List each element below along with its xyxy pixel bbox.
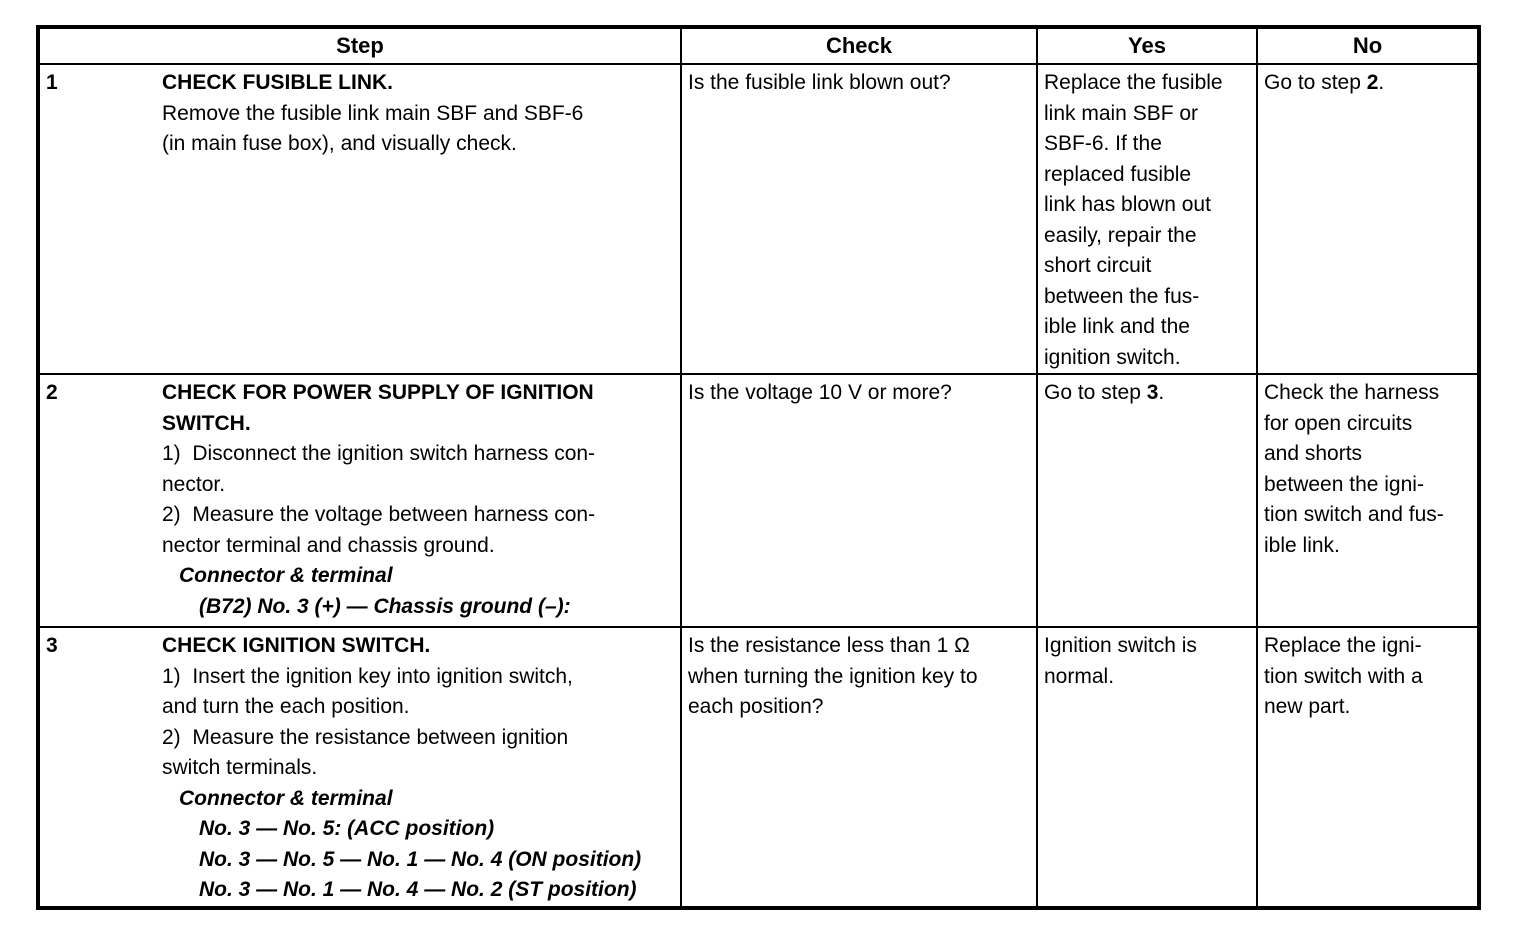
text-line	[1044, 221, 1252, 252]
text-line	[179, 561, 680, 592]
text-segment: Is the resistance less than 1 Ω	[688, 634, 970, 657]
text-segment: each position?	[688, 695, 824, 718]
text-line	[1044, 68, 1252, 99]
step-cell	[38, 64, 681, 374]
yes-cell	[1037, 374, 1257, 627]
text-line	[162, 753, 680, 784]
text-segment: Go to step	[1264, 71, 1367, 94]
check-cell	[681, 64, 1037, 374]
text-line	[199, 875, 680, 906]
yes-cell-content	[1038, 375, 1256, 409]
diagnostic-procedure-table	[36, 25, 1481, 910]
text-segment: new part.	[1264, 695, 1351, 718]
text-line	[1044, 312, 1252, 343]
text-line	[162, 662, 680, 693]
table-row	[38, 64, 1479, 374]
text-line	[688, 631, 1032, 662]
text-segment: switch terminals.	[162, 756, 318, 779]
text-segment: link has blown out	[1044, 193, 1211, 216]
column-header-yes: Yes	[1037, 27, 1257, 64]
text-segment: .	[1378, 71, 1385, 94]
text-line	[688, 662, 1032, 693]
check-cell	[681, 627, 1037, 908]
text-line	[1264, 500, 1473, 531]
step-cell	[38, 374, 681, 627]
check-cell	[681, 374, 1037, 627]
column-header-no: No	[1257, 27, 1479, 64]
step-description	[162, 628, 680, 906]
text-line	[1044, 662, 1252, 693]
text-segment: SBF-6. If the	[1044, 132, 1162, 155]
text-segment: ible link.	[1264, 533, 1340, 557]
table-header	[38, 27, 1479, 64]
text-segment: Is the fusible link blown out?	[688, 71, 951, 94]
text-line	[162, 692, 680, 723]
text-segment: short circuit	[1044, 254, 1152, 277]
text-segment: Go to step	[1044, 381, 1147, 404]
text-segment: for open circuits	[1264, 411, 1413, 435]
text-line	[1264, 409, 1473, 440]
text-segment: 2	[1366, 71, 1379, 94]
text-segment: ible link and the	[1044, 315, 1190, 338]
text-line	[199, 814, 680, 845]
check-cell-content	[682, 628, 1036, 723]
no-cell	[1257, 374, 1479, 627]
text-line	[162, 99, 680, 130]
text-segment: link main SBF or	[1044, 101, 1199, 125]
table-row	[38, 627, 1479, 908]
text-segment: between the fus-	[1044, 284, 1200, 308]
step-cell-layout	[40, 65, 680, 160]
text-segment: tion switch with a	[1264, 664, 1423, 688]
text-segment: Remove the fusible link main SBF and SBF-6	[162, 101, 584, 125]
text-line	[1264, 470, 1473, 501]
text-line	[1044, 282, 1252, 313]
step-description	[162, 375, 680, 622]
text-line	[162, 409, 680, 440]
text-line	[1264, 692, 1473, 723]
text-segment: and turn the each position.	[162, 695, 410, 718]
text-line	[199, 845, 680, 876]
text-line	[162, 631, 680, 662]
text-line	[1264, 439, 1473, 470]
text-line	[1044, 129, 1252, 160]
text-line	[688, 692, 1032, 723]
text-segment: Ignition switch is	[1044, 634, 1197, 657]
text-segment: nector.	[162, 472, 226, 496]
text-segment: No. 3 — No. 5: (ACC position)	[199, 817, 495, 840]
text-segment: easily, repair the	[1044, 223, 1197, 247]
text-segment: and shorts	[1264, 442, 1363, 465]
text-segment: between the igni-	[1264, 472, 1424, 496]
text-segment: Is the voltage 10 V or more?	[688, 381, 952, 404]
text-line	[1264, 68, 1473, 99]
text-line	[162, 378, 680, 409]
text-segment: No. 3 — No. 5 — No. 1 — No. 4 (ON position)	[199, 847, 642, 871]
text-segment: .	[1158, 381, 1165, 404]
step-cell	[38, 627, 681, 908]
header-row	[38, 27, 1479, 64]
text-line	[162, 470, 680, 501]
text-segment: 2) Measure the resistance between ignition	[162, 725, 569, 749]
text-segment: CHECK FUSIBLE LINK.	[162, 71, 393, 94]
text-line	[688, 68, 1032, 99]
step-number: 2	[46, 381, 58, 404]
text-line	[1264, 662, 1473, 693]
text-line	[162, 500, 680, 531]
text-line	[1264, 531, 1473, 562]
no-cell-content	[1258, 628, 1477, 723]
text-segment: 1) Insert the ignition key into ignition switch,	[162, 664, 573, 688]
step-number: 1	[46, 71, 58, 94]
step-description	[162, 65, 680, 160]
yes-cell-content	[1038, 65, 1256, 373]
no-cell	[1257, 627, 1479, 908]
text-segment: Replace the fusible	[1044, 71, 1223, 94]
text-segment: 3	[1146, 381, 1159, 404]
step-cell-layout	[40, 628, 680, 906]
text-line	[162, 531, 680, 562]
no-cell	[1257, 64, 1479, 374]
text-segment: tion switch and fus-	[1264, 503, 1444, 526]
text-line	[199, 592, 680, 623]
no-cell-content	[1258, 375, 1477, 561]
text-line	[1044, 190, 1252, 221]
table-row	[38, 374, 1479, 627]
text-segment: 2) Measure the voltage between harness con-	[162, 503, 596, 526]
text-segment: nector terminal and chassis ground.	[162, 533, 495, 557]
yes-cell	[1037, 627, 1257, 908]
text-segment: when turning the ignition key to	[688, 664, 978, 688]
text-line	[1044, 160, 1252, 191]
text-segment: No. 3 — No. 1 — No. 4 — No. 2 (ST position)	[199, 878, 637, 901]
text-segment: Connector & terminal	[179, 564, 393, 587]
text-line	[1264, 378, 1473, 409]
text-segment: 1) Disconnect the ignition switch harness con-	[162, 442, 596, 465]
check-cell-content	[682, 65, 1036, 99]
text-segment: (in main fuse box), and visually check.	[162, 132, 517, 155]
text-line	[1264, 631, 1473, 662]
text-segment: CHECK FOR POWER SUPPLY OF IGNITION	[162, 381, 594, 404]
column-header-step: Step	[38, 27, 681, 64]
text-line	[179, 784, 680, 815]
text-segment: (B72) No. 3 (+) — Chassis ground (–):	[199, 594, 571, 618]
text-line	[1044, 631, 1252, 662]
text-line	[162, 723, 680, 754]
text-segment: SWITCH.	[162, 411, 251, 435]
text-line	[1044, 378, 1252, 409]
text-segment: Check the harness	[1264, 381, 1440, 404]
yes-cell-content	[1038, 628, 1256, 692]
table-body	[38, 64, 1479, 908]
text-line	[162, 439, 680, 470]
text-segment: ignition switch.	[1044, 345, 1181, 369]
no-cell-content	[1258, 65, 1477, 99]
column-header-check: Check	[681, 27, 1037, 64]
text-segment: normal.	[1044, 664, 1115, 688]
text-line	[162, 129, 680, 160]
text-segment: Replace the igni-	[1264, 634, 1422, 657]
text-line	[688, 378, 1032, 409]
step-number: 3	[46, 634, 58, 657]
text-line	[1044, 251, 1252, 282]
text-segment: CHECK IGNITION SWITCH.	[162, 634, 431, 657]
step-cell-layout	[40, 375, 680, 622]
check-cell-content	[682, 375, 1036, 409]
text-segment: Connector & terminal	[179, 786, 393, 810]
yes-cell	[1037, 64, 1257, 374]
text-line	[1044, 343, 1252, 374]
text-line	[162, 68, 680, 99]
text-segment: replaced fusible	[1044, 162, 1192, 186]
text-line	[1044, 99, 1252, 130]
